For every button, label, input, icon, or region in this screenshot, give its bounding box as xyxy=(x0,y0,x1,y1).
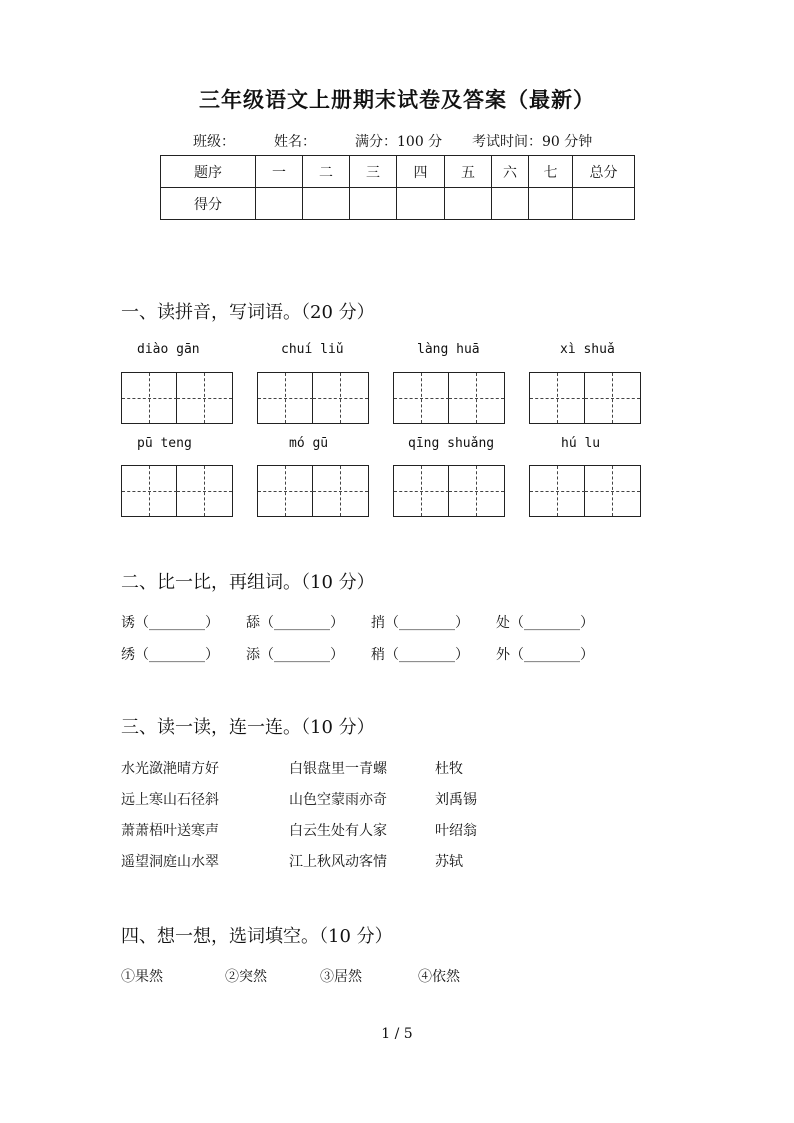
pinyin-label: mó gū xyxy=(289,436,329,451)
score-cell[interactable] xyxy=(445,188,492,220)
section3-heading: 三、读一读，连一连。（10 分） xyxy=(121,717,375,738)
compare-item[interactable]: 捎（________） xyxy=(371,615,469,631)
word-option: ③居然 xyxy=(320,969,362,985)
header-cell: 五 xyxy=(445,156,492,188)
score-cell[interactable] xyxy=(350,188,397,220)
compare-item[interactable]: 添（________） xyxy=(246,647,344,663)
poem-line[interactable]: 白银盘里一青螺 xyxy=(289,761,387,777)
word-option: ①果然 xyxy=(121,969,163,985)
compare-item[interactable]: 诱（________） xyxy=(121,615,219,631)
poet-name[interactable]: 杜牧 xyxy=(435,761,463,777)
writing-grid[interactable] xyxy=(529,465,641,517)
score-cell[interactable] xyxy=(573,188,635,220)
compare-item[interactable]: 处（________） xyxy=(496,615,594,631)
header-cell: 总分 xyxy=(573,156,635,188)
header-cell: 一 xyxy=(256,156,303,188)
compare-item[interactable]: 舔（________） xyxy=(246,615,344,631)
full-score: 满分：100 分 xyxy=(355,134,443,150)
pinyin-label: chuí liǔ xyxy=(281,342,344,357)
score-row xyxy=(161,188,635,220)
pinyin-label: diào gān xyxy=(137,342,200,357)
compare-item[interactable]: 稍（________） xyxy=(371,647,469,663)
word-option: ④依然 xyxy=(418,969,460,985)
compare-item[interactable]: 绣（________） xyxy=(121,647,219,663)
poem-line[interactable]: 水光潋滟晴方好 xyxy=(121,761,219,777)
section1-heading: 一、读拼音，写词语。（20 分） xyxy=(121,302,375,323)
pinyin-label: xì shuǎ xyxy=(560,342,615,357)
writing-grid[interactable] xyxy=(257,372,369,424)
writing-grid[interactable] xyxy=(529,372,641,424)
word-option: ②突然 xyxy=(225,969,267,985)
header-cell: 六 xyxy=(492,156,529,188)
header-cell: 四 xyxy=(397,156,445,188)
compare-item[interactable]: 外（________） xyxy=(496,647,594,663)
pinyin-label: làng huā xyxy=(417,342,480,357)
poem-line[interactable]: 白云生处有人家 xyxy=(289,823,387,839)
exam-time: 考试时间：90 分钟 xyxy=(472,134,593,150)
writing-grid[interactable] xyxy=(393,372,505,424)
writing-grid[interactable] xyxy=(121,372,233,424)
score-cell[interactable] xyxy=(397,188,445,220)
name-label: 姓名： xyxy=(274,134,316,150)
score-row-label: 得分 xyxy=(161,188,256,220)
poet-name[interactable]: 刘禹锡 xyxy=(435,792,477,808)
score-table xyxy=(160,155,635,220)
poet-name[interactable]: 苏轼 xyxy=(435,854,463,870)
score-cell[interactable] xyxy=(492,188,529,220)
poem-line[interactable]: 远上寒山石径斜 xyxy=(121,792,219,808)
score-cell[interactable] xyxy=(256,188,303,220)
poem-line[interactable]: 山色空蒙雨亦奇 xyxy=(289,792,387,808)
score-cell[interactable] xyxy=(529,188,573,220)
header-cell: 三 xyxy=(350,156,397,188)
page-number: 1 / 5 xyxy=(381,1026,413,1042)
header-cell: 二 xyxy=(303,156,350,188)
poem-line[interactable]: 遥望洞庭山水翠 xyxy=(121,854,219,870)
poem-line[interactable]: 江上秋风动客情 xyxy=(289,854,387,870)
writing-grid[interactable] xyxy=(257,465,369,517)
poem-line[interactable]: 萧萧梧叶送寒声 xyxy=(121,823,219,839)
poet-name[interactable]: 叶绍翁 xyxy=(435,823,477,839)
page-title: 三年级语文上册期末试卷及答案（最新） xyxy=(199,87,595,112)
pinyin-label: qīng shuǎng xyxy=(408,436,495,451)
header-cell: 题序 xyxy=(161,156,256,188)
header-cell: 七 xyxy=(529,156,573,188)
writing-grid[interactable] xyxy=(393,465,505,517)
score-table-header xyxy=(161,156,635,188)
pinyin-label: hú lu xyxy=(561,436,601,451)
writing-grid[interactable] xyxy=(121,465,233,517)
pinyin-label: pū teng xyxy=(137,436,192,451)
score-cell[interactable] xyxy=(303,188,350,220)
section4-heading: 四、想一想，选词填空。（10 分） xyxy=(121,926,393,947)
section2-heading: 二、比一比，再组词。（10 分） xyxy=(121,572,375,593)
class-label: 班级： xyxy=(193,134,235,150)
